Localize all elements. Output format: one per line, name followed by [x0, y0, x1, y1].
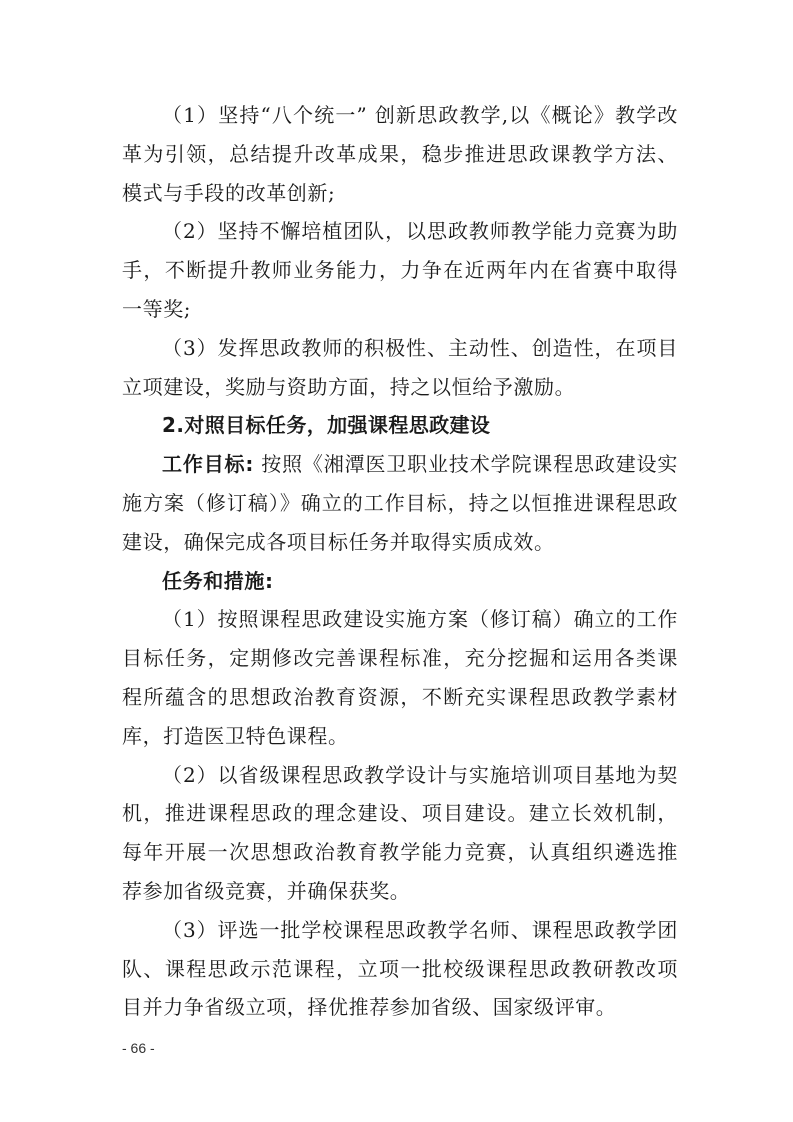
paragraph-3 [122, 329, 678, 407]
paragraph-work-goal [122, 445, 678, 561]
work-goal-label: 工作目标: [162, 452, 255, 477]
paragraph-task-1 [122, 600, 678, 755]
task-3-text: （3）评选一批学校课程思政教学名师、课程思政教学团队、课程思政示范课程，立项一批校级课程思政教研教改项目并力争省级立项，择优推荐参加省级、国家级评审。 [122, 917, 678, 1020]
paragraph-task-3 [122, 911, 678, 1027]
paragraph-1 [122, 96, 678, 212]
page-number: - 66 - [122, 1040, 155, 1056]
paragraph-task-2 [122, 756, 678, 911]
paragraph-2-text: （2）坚持不懈培植团队，以思政教师教学能力竞赛为助手，不断提升教师业务能力，力争在近两年内在省赛中取得一等奖; [122, 219, 678, 321]
paragraph-3-text: （3）发挥思政教师的积极性、主动性、创造性，在项目立项建设，奖励与资助方面，持之以恒给予激励。 [122, 335, 678, 399]
task-2-text: （2）以省级课程思政教学设计与实施培训项目基地为契机，推进课程思政的理念建设、项目建设。建立长效机制，每年开展一次思想政治教育教学能力竞赛，认真组织遴选推荐参加省级竞赛，并确保获奖。 [122, 762, 678, 903]
section-heading [122, 406, 678, 445]
work-goal-text: 按照《湘潭医卫职业技术学院课程思政建设实施方案（修订稿）》确立的工作目标，持之以恒推进课程思政建设，确保完成各项目标任务并取得实质成效。 [122, 452, 678, 554]
paragraph-tasks-label [122, 562, 678, 601]
task-1-text: （1）按照课程思政建设实施方案（修订稿）确立的工作目标任务，定期修改完善课程标准，充分挖掘和运用各类课程所蕴含的思想政治教育资源，不断充实课程思政教学素材库，打造医卫特色课程。 [122, 607, 678, 748]
document-body [122, 96, 678, 1027]
section-heading-text: 2.对照目标任务，加强课程思政建设 [162, 413, 491, 438]
paragraph-2 [122, 212, 678, 328]
paragraph-1-text: （1）坚持“八个统一” 创新思政教学,以《概论》教学改革为引领，总结提升改革成果，稳步推进思政课教学方法、模式与手段的改革创新; [122, 103, 678, 205]
tasks-label: 任务和措施: [162, 568, 274, 593]
